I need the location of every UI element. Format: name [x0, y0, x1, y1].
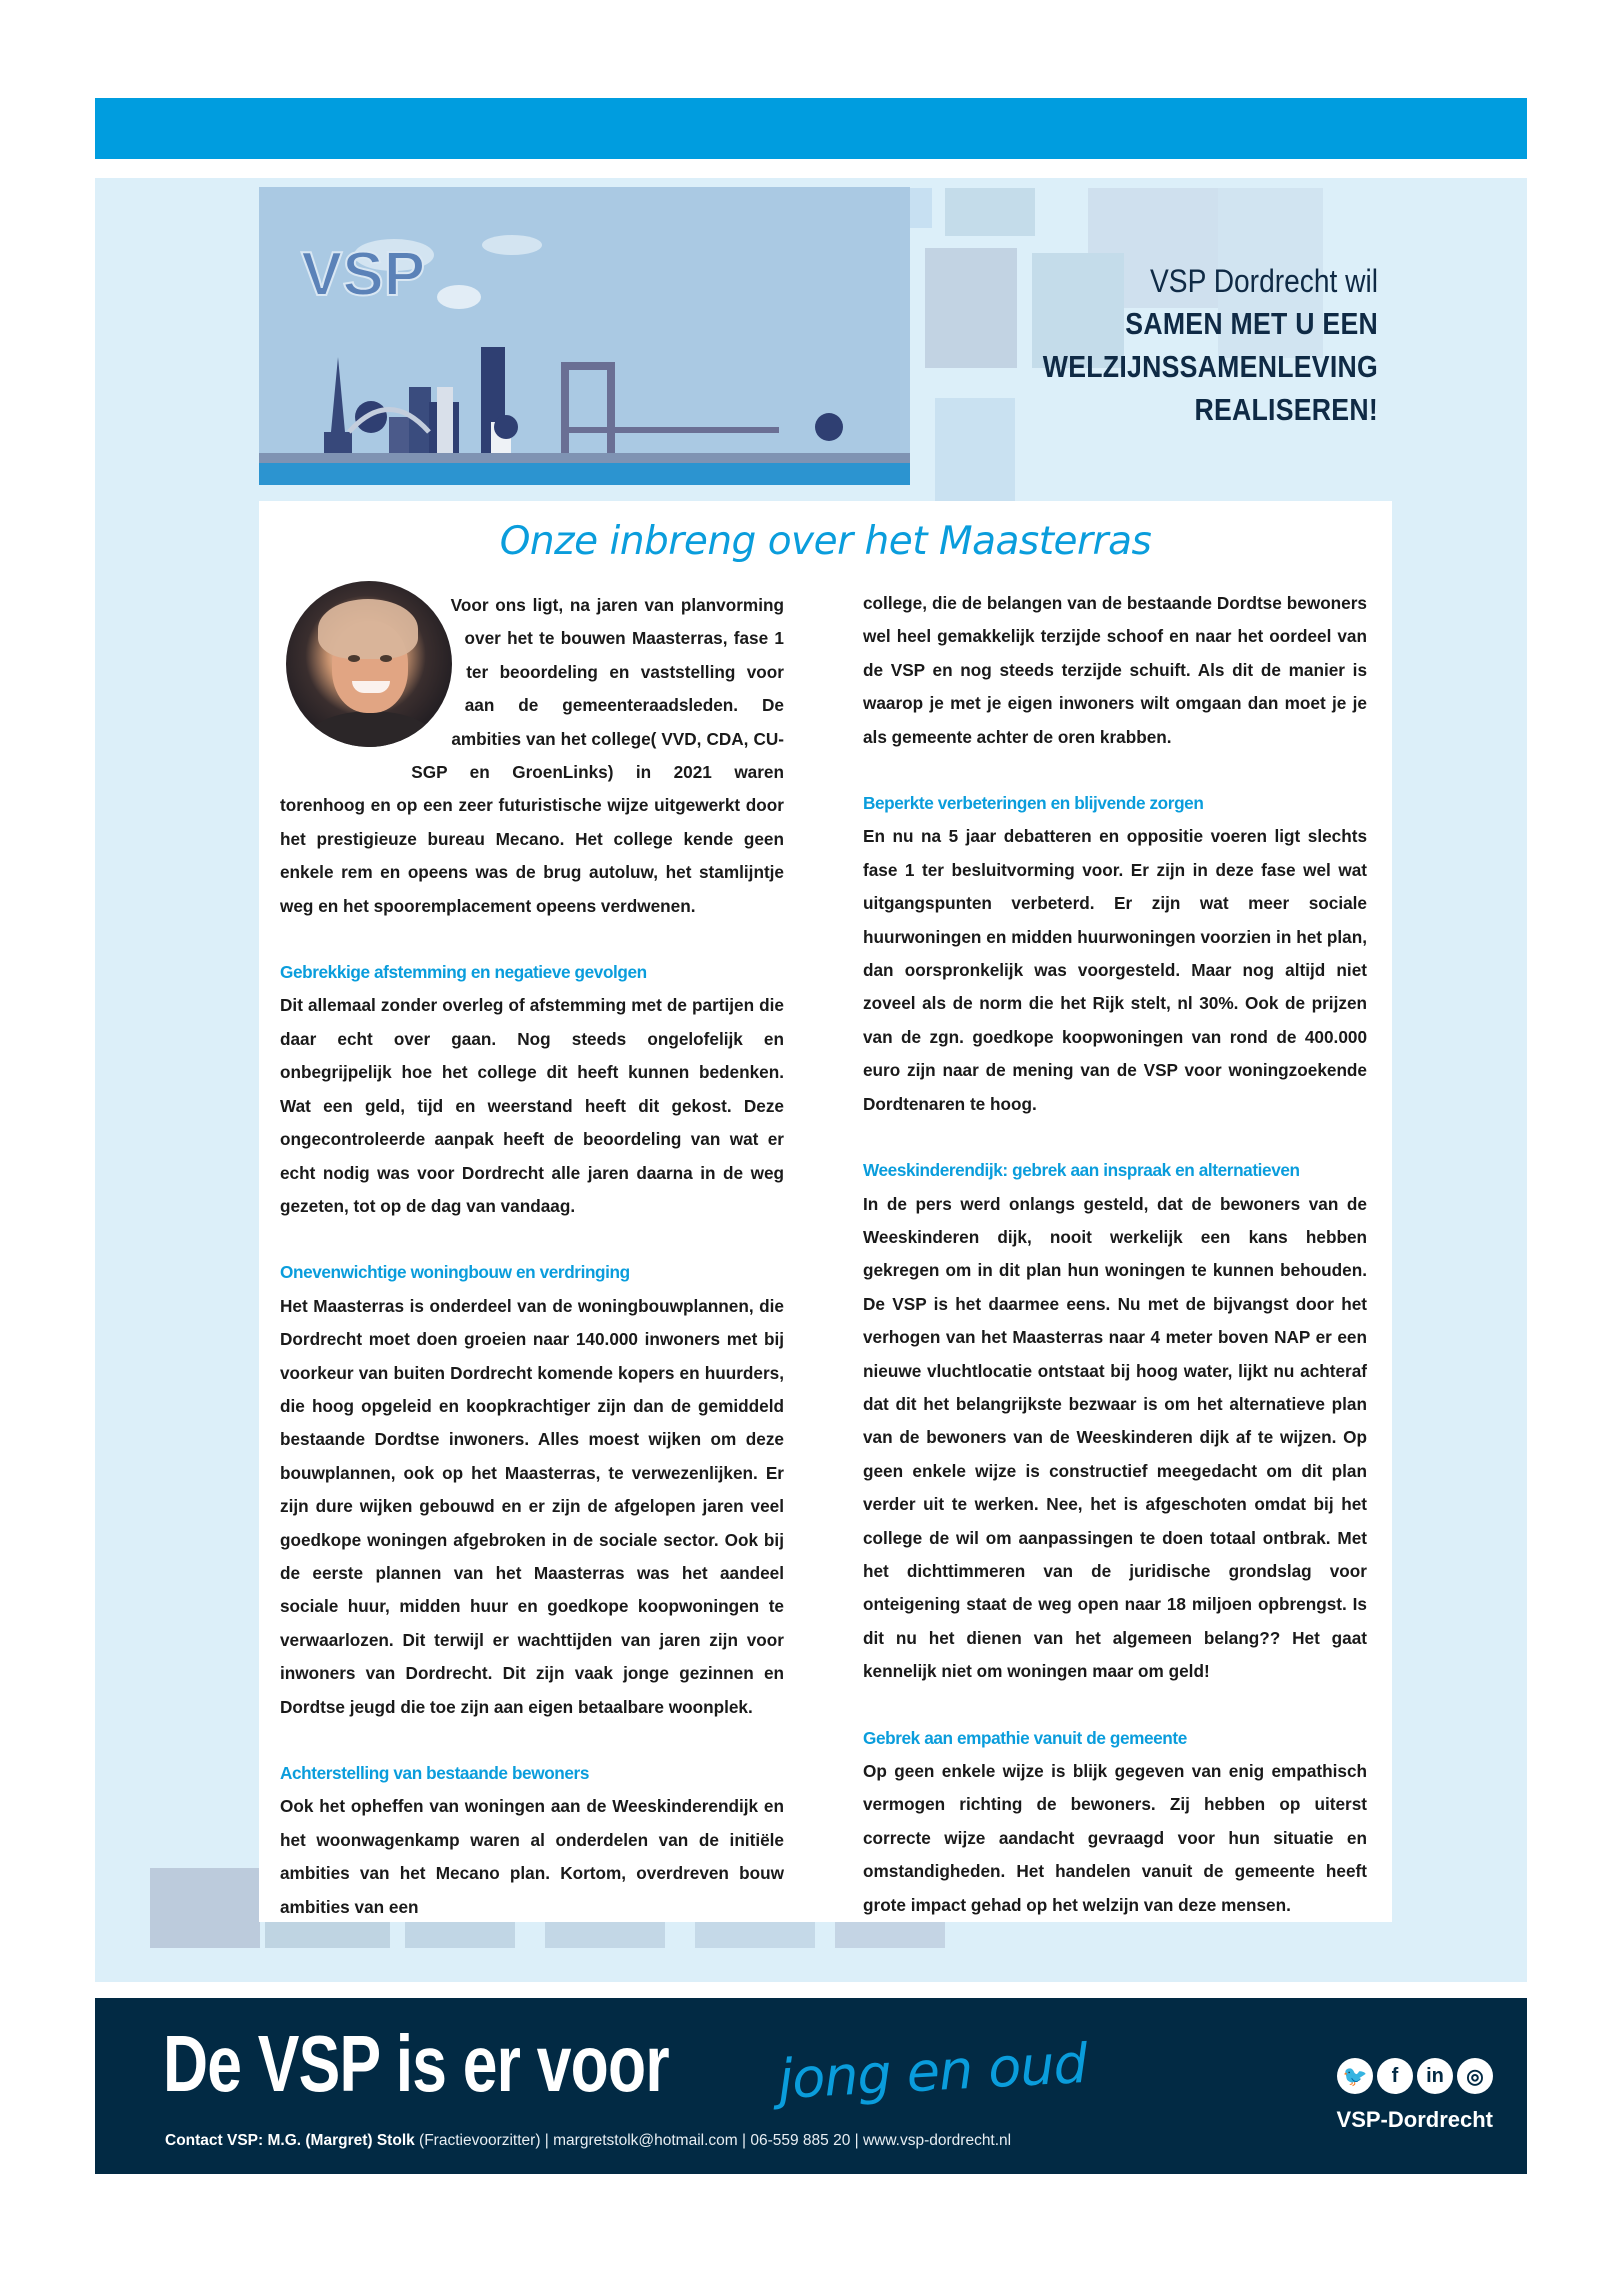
section-heading: Weeskinderendijk: gebrek aan inspraak en alternatieven	[863, 1160, 1300, 1181]
section-body: Op geen enkele wijze is blijk gegeven van enig empathisch vermogen richting de bewoners. Zij hebben op uiterst correcte wijze aandacht gevraagd voor hun situatie en omstandigheden. Het handelen vanuit de gemeente heeft grote impact gehad op het welzijn van deze mensen.	[863, 1761, 1367, 1915]
hero-logo-text: VSP	[301, 240, 426, 309]
section	[280, 1256, 784, 1724]
section-body: Ook het opheffen van woningen aan de Weeskinderendijk en het woonwagenkamp waren al onderdelen van de initiële ambities van het Mecano plan. Kortom, overdreven bouw ambities van een	[280, 1796, 784, 1917]
section	[863, 1154, 1367, 1689]
section-heading: Beperkte verbeteringen en blijvende zorgen	[863, 793, 1204, 814]
tagline-line-1: VSP Dordrecht wil	[1150, 263, 1378, 299]
section-heading: Gebrek aan empathie vanuit de gemeente	[863, 1727, 1187, 1748]
article-title: Onze inbreng over het Maasterras	[499, 519, 1152, 564]
footer-banner	[95, 1998, 1527, 2174]
article-column-left	[280, 589, 784, 1924]
section	[863, 787, 1367, 1121]
article-continuation: college, die de belangen van de bestaande Dordtse bewoners wel heel gemakkelijk terzijde schoof en naar het oordeel van de VSP en nog steeds terzijde schuift. Als dit de manier is waarop je met je eigen inwoners wilt omgaan dan moet je je als gemeente achter de oren krabben.	[863, 593, 1367, 747]
section-body: En nu na 5 jaar debatteren en oppositie voeren ligt slechts fase 1 ter besluitvorming voor. Er zijn in deze fase wel wat uitgangspunten verbeterd. Er zijn wat meer sociale huurwoningen en midden huurwoningen voorzien in het plan, dan oorspronkelijk was voorgesteld. Maar nog altijd niet zoveel als de norm die het Rijk stelt, nl 30%. Ook de prijzen van de zgn. goedkope koopwoningen van rond de 400.000 euro zijn naar de mening van de VSP voor woningzoekende Dordtenaren te hoog.	[863, 826, 1367, 1114]
contact-name: Contact VSP: M.G. (Margret) Stolk	[165, 2132, 415, 2149]
section-body: Dit allemaal zonder overleg of afstemming met de partijen die daar echt over gaan. Nog steeds ongelofelijk en onbegrijpelijk hoe het college dit heeft kunnen bedenken. Wat een geld, tijd en weerstand heeft dit gekost. Deze ongecontroleerde aanpak heeft de beoordeling van wat er echt nodig was voor Dordrecht alle jaren daarna in de weg gezeten, tot op de dag van vandaag.	[280, 995, 784, 1216]
section-heading: Onevenwichtige woningbouw en verdringing	[280, 1262, 630, 1283]
section	[280, 1757, 784, 1924]
skyline-illustration	[259, 187, 910, 485]
social-handle: VSP-Dordrecht	[1336, 2107, 1493, 2132]
article-card	[259, 501, 1392, 1922]
top-accent-bar	[95, 98, 1527, 159]
tagline-line-4: REALISEREN!	[1194, 392, 1378, 427]
section	[280, 956, 784, 1223]
section-body: In de pers werd onlangs gesteld, dat de bewoners van de Weeskinderen dijk, nooit werkelijk een kans hebben gekregen om in dit plan hun woningen te kunnen behouden. De VSP is het daarmee eens. Nu met de bijvangst door het verhogen van het Maasterras naar 4 meter boven NAP er een nieuwe vluchtlocatie ontstaat bij hoog water, lijkt nu achteraf dat dit het belangrijkste bezwaar is om het alternatieve plan van de bewoners van de Weeskinderen dijk af te wijzen. Op geen enkele wijze is constructief meegedacht om dit plan verder uit te werken. Nee, het is afgeschoten omdat bij het college de wil om aanpassingen te doen totaal ontbrak. Met het dichttimmeren van de juridische grondslag voor onteigening staat de weg open naar 18 miljoen opbrengst. Is dit nu het dienen van het algemeen belang?? Het gaat kennelijk niet om woningen maar om geld!	[863, 1193, 1367, 1682]
instagram-icon[interactable]: ◎	[1457, 2058, 1493, 2094]
footer-slogan-script: jong en oud	[776, 2031, 1089, 2112]
contact-details: (Fractievoorzitter) | margretstolk@hotmail.com | 06-559 885 20 | www.vsp-dordrecht.nl	[414, 2132, 1012, 2149]
tagline-line-3: WELZIJNSSAMENLEVING	[1042, 349, 1378, 384]
linkedin-icon[interactable]: in	[1417, 2058, 1453, 2094]
twitter-icon[interactable]: 🐦	[1337, 2058, 1373, 2094]
tagline	[858, 260, 1378, 431]
section	[863, 1722, 1367, 1922]
author-photo	[286, 581, 452, 747]
footer-slogan: De VSP is er voor	[163, 2019, 669, 2108]
article-column-right	[863, 587, 1367, 1922]
hero-skyline-image	[259, 187, 910, 485]
footer-contact	[165, 2131, 1011, 2151]
section-heading: Achterstelling van bestaande bewoners	[280, 1763, 589, 1783]
section-heading: Gebrekkige afstemming en negatieve gevolgen	[280, 962, 647, 983]
article-intro: Voor ons ligt, na jaren van planvorming over het te bouwen Maasterras, fase 1 ter beoordeling en vaststelling voor aan de gemeenteraadsleden. De ambities van het college( VVD, CDA, CU-SGP en GroenLinks) in 2021 waren torenhoog en op een zeer futuristische wijze uitgewerkt door het prestigieuze bureau Mecano. Het college kende geen enkele rem en opeens was de brug autoluw, het stamlijntje weg en het spooremplacement opeens verdwenen.	[280, 595, 784, 916]
facebook-icon[interactable]: f	[1377, 2058, 1413, 2094]
tagline-line-2: SAMEN MET U EEN	[1125, 306, 1378, 341]
section-body: Het Maasterras is onderdeel van de woningbouwplannen, die Dordrecht moet doen groeien naar 140.000 inwoners met bij voorkeur van buiten Dordrecht komende kopers en huurders, die hoog opgeleid en koopkrachtiger zijn dan de gemiddeld bestaande Dordtse inwoners. Alles moest wijken om deze bouwplannen, ook op het Maasterras, te verwezenlijken. Er zijn dure wijken gebouwd en er zijn de afgelopen jaren veel goedkope woningen afgebroken in de sociale sector. Ook bij de eerste plannen van het Maasterras was het aandeel sociale huur, midden huur en goedkope koopwoningen te verwaarlozen. Dit terwijl er wachttijden van jaren zijn voor inwoners van Dordrecht. Dit zijn vaak jonge gezinnen en Dordtse jeugd die toe zijn aan eigen betaalbare woonplek.	[280, 1295, 784, 1717]
social-links	[1337, 2058, 1493, 2094]
